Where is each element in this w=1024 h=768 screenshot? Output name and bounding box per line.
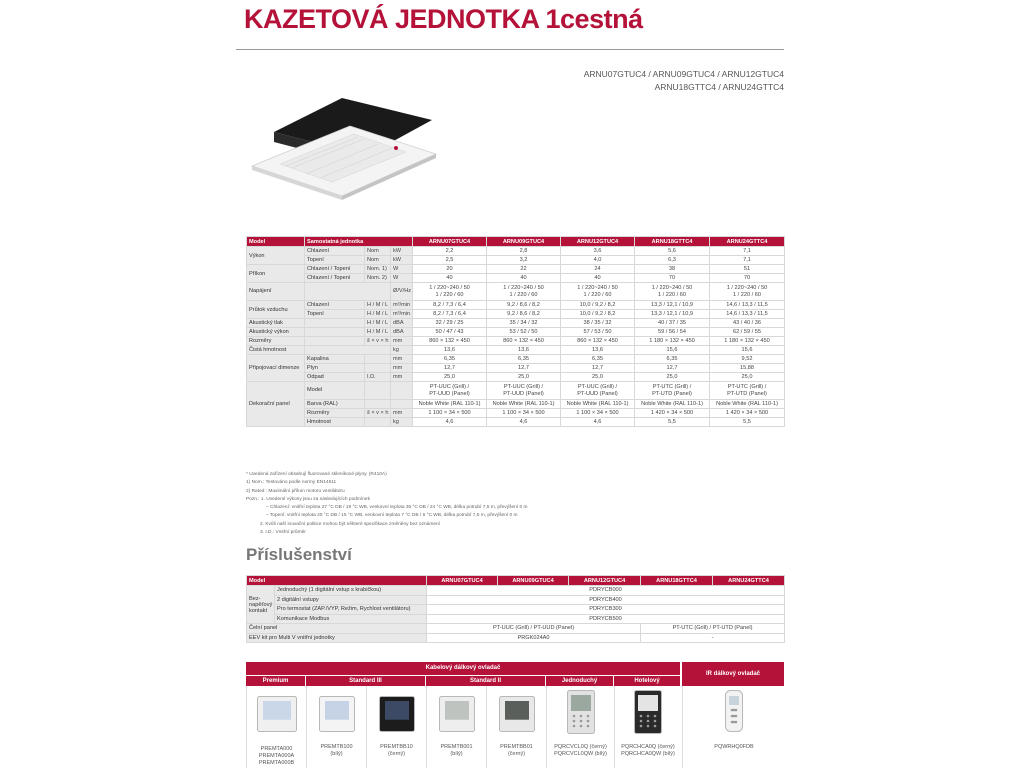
accessories-table — [246, 575, 785, 643]
spec-value: 12,7 — [413, 364, 487, 373]
spec-value: 860 × 132 × 450 — [413, 337, 487, 346]
spec-value: PT-UUC (Grill) / PT-UUD (Panel) — [561, 382, 635, 400]
spec-condition — [365, 382, 391, 400]
spec-value: 4,6 — [487, 418, 561, 427]
spec-value: 40 — [487, 274, 561, 283]
spec-group-label: Čistá hmotnost — [247, 346, 305, 355]
contact-value: PDRYCB300 — [427, 605, 785, 615]
spec-sub-label: Chlazení — [305, 301, 365, 310]
table-row — [247, 605, 785, 615]
ir-controller-heading: IR dálkový ovladač — [682, 662, 784, 686]
page-title: KAZETOVÁ JEDNOTKA 1cestná — [244, 4, 643, 34]
spec-unit: kg — [391, 418, 413, 427]
table-row — [247, 337, 785, 346]
spec-condition: H / M / L — [365, 301, 391, 310]
controller-cell — [366, 686, 425, 768]
table-row — [247, 614, 785, 624]
spec-value: 5,6 — [635, 247, 710, 256]
spec-value: 6,35 — [487, 355, 561, 364]
spec-sub-label — [305, 337, 365, 346]
controller-group-label: Premium — [246, 676, 305, 686]
spec-unit: mm — [391, 355, 413, 364]
controller-model-label: PQWRHQ0FDB — [714, 744, 754, 750]
model-list-line: ARNU18GTTC4 / ARNU24GTTC4 — [654, 82, 784, 92]
spec-table — [246, 236, 785, 427]
controller-cell — [306, 686, 365, 768]
cassette-unit-image — [246, 84, 446, 204]
spec-unit: mm — [391, 364, 413, 373]
spec-header-row — [247, 237, 785, 247]
controller-cell — [486, 686, 545, 768]
spec-group-label: Připojovací dimenze — [247, 355, 305, 382]
spec-value: 4,6 — [561, 418, 635, 427]
footnote: Pozn.: 1. Uvedené výkony jsou za následujících podmínek — [246, 496, 370, 502]
contact-label: Pro termostat (ZAP./VYP, Režim, Rychlost ventilátoru) — [275, 605, 427, 615]
spec-condition: H / M / L — [365, 328, 391, 337]
spec-group-label: Výkon — [247, 247, 305, 265]
spec-value: 3,6 — [561, 247, 635, 256]
spec-value: 4,0 — [561, 256, 635, 265]
spec-sub-label — [305, 328, 365, 337]
spec-unit — [391, 400, 413, 409]
spec-sub-label: Hmotnost — [305, 418, 365, 427]
spec-unit: W — [391, 265, 413, 274]
spec-value: 1 180 × 132 × 450 — [635, 337, 710, 346]
spec-body — [247, 247, 785, 427]
spec-value: 25,0 — [635, 373, 710, 382]
wired-controller-icon — [319, 696, 355, 732]
spec-unit: dBA — [391, 328, 413, 337]
spec-value: 25,0 — [413, 373, 487, 382]
ir-remote-icon — [725, 690, 743, 732]
spec-value: 14,6 / 13,3 / 11,5 — [710, 301, 785, 310]
spec-value: 14,6 / 13,3 / 11,5 — [710, 310, 785, 319]
table-row — [247, 418, 785, 427]
spec-value: Noble White (RAL 110-1) — [487, 400, 561, 409]
table-row — [247, 310, 785, 319]
accessories-header-col: ARNU12GTUC4 — [569, 576, 641, 586]
accessories-header-col: ARNU07GTUC4 — [427, 576, 498, 586]
wired-controller-icon — [567, 690, 595, 734]
controller-model-label: PREMTBB10 (černý) — [380, 744, 413, 757]
spec-condition — [365, 400, 391, 409]
spec-value: 12,7 — [487, 364, 561, 373]
spec-value: 40 / 37 / 35 — [635, 319, 710, 328]
spec-value: 5,5 — [710, 418, 785, 427]
wired-controller-icon — [439, 696, 475, 732]
spec-unit: mm — [391, 337, 413, 346]
panel-value: PT-UTC (Grill) / PT-UTD (Panel) — [641, 624, 785, 634]
spec-value: 1 / 220~240 / 50 1 / 220 / 60 — [710, 283, 785, 301]
spec-unit: kg — [391, 346, 413, 355]
spec-value: 2,2 — [413, 247, 487, 256]
accessories-header-row — [247, 576, 785, 586]
spec-value: 13,6 — [413, 346, 487, 355]
spec-value: 25,0 — [710, 373, 785, 382]
controller-cell — [246, 686, 305, 768]
spec-header-col: ARNU12GTUC4 — [561, 237, 635, 247]
spec-value: 24 — [561, 265, 635, 274]
spec-condition: Nom. 2) — [365, 274, 391, 283]
table-row — [247, 301, 785, 310]
spec-value: 1 180 × 132 × 450 — [710, 337, 785, 346]
spec-group-label: Akustický výkon — [247, 328, 305, 337]
table-row — [247, 595, 785, 605]
spec-value: 860 × 132 × 450 — [561, 337, 635, 346]
spec-value: 13,6 — [561, 346, 635, 355]
spec-value: 10,0 / 9,2 / 8,2 — [561, 301, 635, 310]
spec-value: 15,6 — [635, 346, 710, 355]
model-list-line: ARNU07GTUC4 / ARNU09GTUC4 / ARNU12GTUC4 — [583, 69, 784, 79]
spec-value: 50 / 47 / 43 — [413, 328, 487, 337]
spec-value: 38 — [635, 265, 710, 274]
spec-value: Noble White (RAL 110-1) — [413, 400, 487, 409]
contact-group-label: Bez-napěťový kontakt — [247, 586, 275, 624]
eev-value: - — [641, 633, 785, 643]
spec-value: 7,1 — [710, 247, 785, 256]
spec-value: 1 / 220~240 / 50 1 / 220 / 60 — [413, 283, 487, 301]
spec-value: 20 — [413, 265, 487, 274]
table-row — [247, 328, 785, 337]
spec-value: 1 / 220~240 / 50 1 / 220 / 60 — [561, 283, 635, 301]
spec-value: 62 / 59 / 55 — [710, 328, 785, 337]
wired-controller-icon — [634, 690, 662, 734]
spec-unit: kW — [391, 256, 413, 265]
controller-model-label: PREMTA000 PREMTA000A PREMTA000B — [258, 746, 295, 766]
spec-unit: m³/min — [391, 310, 413, 319]
footnote: 3. I.D.: Vnitřní průměr — [260, 530, 306, 536]
spec-value: 70 — [710, 274, 785, 283]
spec-group-label: Průtok vzduchu — [247, 301, 305, 319]
spec-value: Noble White (RAL 110-1) — [710, 400, 785, 409]
table-row — [247, 586, 785, 596]
spec-value: 7,1 — [710, 256, 785, 265]
table-row — [247, 256, 785, 265]
spec-value: 1 / 220~240 / 50 1 / 220 / 60 — [635, 283, 710, 301]
controller-model-label: PREMTB001 (bílý) — [440, 744, 473, 757]
spec-value: 38 / 35 / 32 — [561, 319, 635, 328]
spec-sub-label: Topení — [305, 256, 365, 265]
spec-value: 3,2 — [487, 256, 561, 265]
spec-value: 8,2 / 7,3 / 6,4 — [413, 301, 487, 310]
spec-value: 32 / 29 / 25 — [413, 319, 487, 328]
model-list — [584, 68, 784, 94]
controller-group-label: Hotelový — [614, 676, 680, 686]
footnotes — [246, 471, 786, 537]
spec-value: 1 420 × 34 × 500 — [710, 409, 785, 418]
spec-condition: š × v × h — [365, 409, 391, 418]
spec-value: 51 — [710, 265, 785, 274]
spec-condition — [365, 355, 391, 364]
table-row — [247, 633, 785, 643]
spec-unit — [391, 382, 413, 400]
table-row — [247, 364, 785, 373]
spec-value: 6,35 — [413, 355, 487, 364]
panel-value: PT-UUC (Grill) / PT-UUD (Panel) — [427, 624, 641, 634]
spec-value: 70 — [635, 274, 710, 283]
controller-cell — [426, 686, 485, 768]
controller-model-label: PQRCVCL0Q (černý) PQRCVCL0QW (bílý) — [554, 744, 607, 757]
spec-condition: Nom — [365, 247, 391, 256]
spec-value: 13,6 — [487, 346, 561, 355]
spec-value: 25,0 — [487, 373, 561, 382]
contact-label: 2 digitální vstupy — [275, 595, 427, 605]
spec-unit: Ø/V/Hz — [391, 283, 413, 301]
spec-value: 25,0 — [561, 373, 635, 382]
spec-condition: I.D. — [365, 373, 391, 382]
spec-unit: mm — [391, 373, 413, 382]
spec-value: 13,3 / 12,1 / 10,9 — [635, 310, 710, 319]
wired-controller-icon — [257, 696, 297, 732]
spec-unit: kW — [391, 247, 413, 256]
spec-value: 43 / 40 / 36 — [710, 319, 785, 328]
spec-value: 57 / 53 / 50 — [561, 328, 635, 337]
controller-model-label: PREMTB100 (bílý) — [320, 744, 353, 757]
spec-sub-label: Barva (RAL) — [305, 400, 365, 409]
spec-value: PT-UTC (Grill) / PT-UTD (Panel) — [710, 382, 785, 400]
spec-header-col: ARNU24GTTC4 — [710, 237, 785, 247]
spec-value: Noble White (RAL 110-1) — [635, 400, 710, 409]
footnote: * Uvedená zařízení obsahují fluorované skleníkové plyny. (R410A) — [246, 472, 387, 477]
spec-group-label: Napájení — [247, 283, 305, 301]
spec-value: 53 / 52 / 50 — [487, 328, 561, 337]
spec-value: 15,6 — [710, 346, 785, 355]
spec-sub-label: Topení — [305, 310, 365, 319]
table-row — [247, 346, 785, 355]
accessories-header-model: Model — [247, 576, 427, 586]
spec-value: 9,2 / 8,6 / 8,2 — [487, 301, 561, 310]
spec-value: 4,6 — [413, 418, 487, 427]
spec-value: 13,3 / 12,1 / 10,9 — [635, 301, 710, 310]
spec-group-label: Dekorační panel — [247, 382, 305, 427]
controller-group-label: Jednoduchý — [546, 676, 613, 686]
spec-condition: Nom — [365, 256, 391, 265]
spec-header-unit: Samostatná jednotka — [305, 237, 413, 247]
table-row — [247, 319, 785, 328]
spec-value: 9,2 / 8,6 / 8,2 — [487, 310, 561, 319]
eev-label: EEV kit pro Multi V vnitřní jednotky — [247, 633, 427, 643]
spec-value: 1 100 × 34 × 500 — [487, 409, 561, 418]
spec-unit: m³/min — [391, 301, 413, 310]
spec-sub-label: Kapalina — [305, 355, 365, 364]
spec-value: PT-UTC (Grill) / PT-UTD (Panel) — [635, 382, 710, 400]
spec-sub-label — [305, 283, 391, 301]
spec-value: 12,7 — [635, 364, 710, 373]
controller-cell — [614, 686, 680, 768]
controllers-section — [246, 662, 784, 768]
spec-sub-label — [305, 346, 391, 355]
spec-value: 2,5 — [413, 256, 487, 265]
accessories-header-col: ARNU09GTUC4 — [498, 576, 569, 586]
spec-value: Noble White (RAL 110-1) — [561, 400, 635, 409]
spec-condition: š × v × h — [365, 337, 391, 346]
spec-group-label: Příkon — [247, 265, 305, 283]
spec-value: 10,0 / 9,2 / 8,2 — [561, 310, 635, 319]
table-row — [247, 373, 785, 382]
accessories-heading: Příslušenství — [246, 545, 352, 564]
spec-sub-label: Chlazení — [305, 247, 365, 256]
footnote: – Chlazení: vnitřní teplota 27 °C DB / 19 °C WB, venkovní teplota 35 °C DB / 24 °C WB, délka potrubí 7,5 m, převýšení 0 m — [266, 505, 528, 511]
spec-value: 40 — [413, 274, 487, 283]
eev-value: PRGK024A0 — [427, 633, 641, 643]
footnote: 2) Rated : Maximální příkon motoru ventilátoru — [246, 488, 345, 494]
spec-value: 6,3 — [635, 256, 710, 265]
contact-value: PDRYCB500 — [427, 614, 785, 624]
spec-value: PT-UUC (Grill) / PT-UUD (Panel) — [487, 382, 561, 400]
panel-label: Čelní panel — [247, 624, 427, 634]
spec-group-label: Rozměry — [247, 337, 305, 346]
contact-value: PDRYCB400 — [427, 595, 785, 605]
title-divider — [236, 49, 784, 50]
spec-condition: H / M / L — [365, 310, 391, 319]
spec-value: 15,88 — [710, 364, 785, 373]
spec-header-col: ARNU07GTUC4 — [413, 237, 487, 247]
table-row — [247, 274, 785, 283]
spec-value: 8,2 / 7,3 / 6,4 — [413, 310, 487, 319]
controller-group-label: Standard II — [426, 676, 545, 686]
spec-value: 1 100 × 34 × 500 — [561, 409, 635, 418]
spec-value: 40 — [561, 274, 635, 283]
spec-condition: H / M / L — [365, 319, 391, 328]
spec-value: 6,35 — [635, 355, 710, 364]
table-row — [247, 355, 785, 364]
spec-value: 1 420 × 34 × 500 — [635, 409, 710, 418]
controller-model-label: PREMTBB01 (černý) — [500, 744, 533, 757]
spec-value: 2,8 — [487, 247, 561, 256]
spec-header-col: ARNU18GTTC4 — [635, 237, 710, 247]
footnote: 2. Kvůli naší inovační politice mohou být některé specifikace změněny bez oznámení — [260, 521, 440, 527]
spec-sub-label: Chlazení / Topení — [305, 265, 365, 274]
spec-group-label: Akustický tlak — [247, 319, 305, 328]
spec-condition: Nom. 1) — [365, 265, 391, 274]
controller-cell — [546, 686, 613, 768]
spec-condition — [365, 418, 391, 427]
spec-value: 860 × 132 × 450 — [487, 337, 561, 346]
spec-value: PT-UUC (Grill) / PT-UUD (Panel) — [413, 382, 487, 400]
table-row — [247, 247, 785, 256]
spec-unit: mm — [391, 409, 413, 418]
wired-controller-heading: Kabelový dálkový ovladač — [246, 662, 680, 675]
controller-group-label: Standard III — [306, 676, 425, 686]
table-row — [247, 624, 785, 634]
spec-value: 22 — [487, 265, 561, 274]
contact-label: Jednoduchý (1 digitální vstup s krabičkou) — [275, 586, 427, 596]
spec-value: 1 100 × 34 × 500 — [413, 409, 487, 418]
footnote: 1) Nom.: Testováno podle normy EN14511 — [246, 480, 337, 486]
spec-value: 12,7 — [561, 364, 635, 373]
spec-value: 6,35 — [561, 355, 635, 364]
accessories-header-col: ARNU24GTTC4 — [713, 576, 785, 586]
spec-value: 59 / 56 / 54 — [635, 328, 710, 337]
spec-sub-label: Plyn — [305, 364, 365, 373]
spec-unit: W — [391, 274, 413, 283]
contact-label: Komunikace Modbus — [275, 614, 427, 624]
table-row — [247, 409, 785, 418]
contact-value: PDRYCB000 — [427, 586, 785, 596]
spec-value: 5,5 — [635, 418, 710, 427]
spec-sub-label — [305, 319, 365, 328]
spec-header-col: ARNU09GTUC4 — [487, 237, 561, 247]
spec-unit: dBA — [391, 319, 413, 328]
footnote: – Topení: vnitřní teplota 20 °C DB / 15 °C WB, venkovní teplota 7 °C DB / 6 °C WB, délka potrubí 7,5 m, převýšení 0 m — [266, 513, 518, 519]
table-row — [247, 283, 785, 301]
wired-controller-icon — [379, 696, 415, 732]
table-row — [247, 400, 785, 409]
wired-controller-icon — [499, 696, 535, 732]
spec-sub-label: Rozměry — [305, 409, 365, 418]
spec-sub-label: Model — [305, 382, 365, 400]
accessories-header-col: ARNU18GTTC4 — [641, 576, 713, 586]
spec-condition — [365, 364, 391, 373]
spec-value: 9,52 — [710, 355, 785, 364]
table-row — [247, 382, 785, 400]
table-row — [247, 265, 785, 274]
spec-value: 1 / 220~240 / 50 1 / 220 / 60 — [487, 283, 561, 301]
spec-header-model: Model — [247, 237, 305, 247]
spec-sub-label: Chlazení / Topení — [305, 274, 365, 283]
controller-model-label: PQRCHCA0Q (černý) PQRCHCA0QW (bílý) — [621, 744, 675, 757]
spec-sub-label: Odpad — [305, 373, 365, 382]
spec-value: 35 / 34 / 32 — [487, 319, 561, 328]
controller-cell — [682, 686, 784, 768]
